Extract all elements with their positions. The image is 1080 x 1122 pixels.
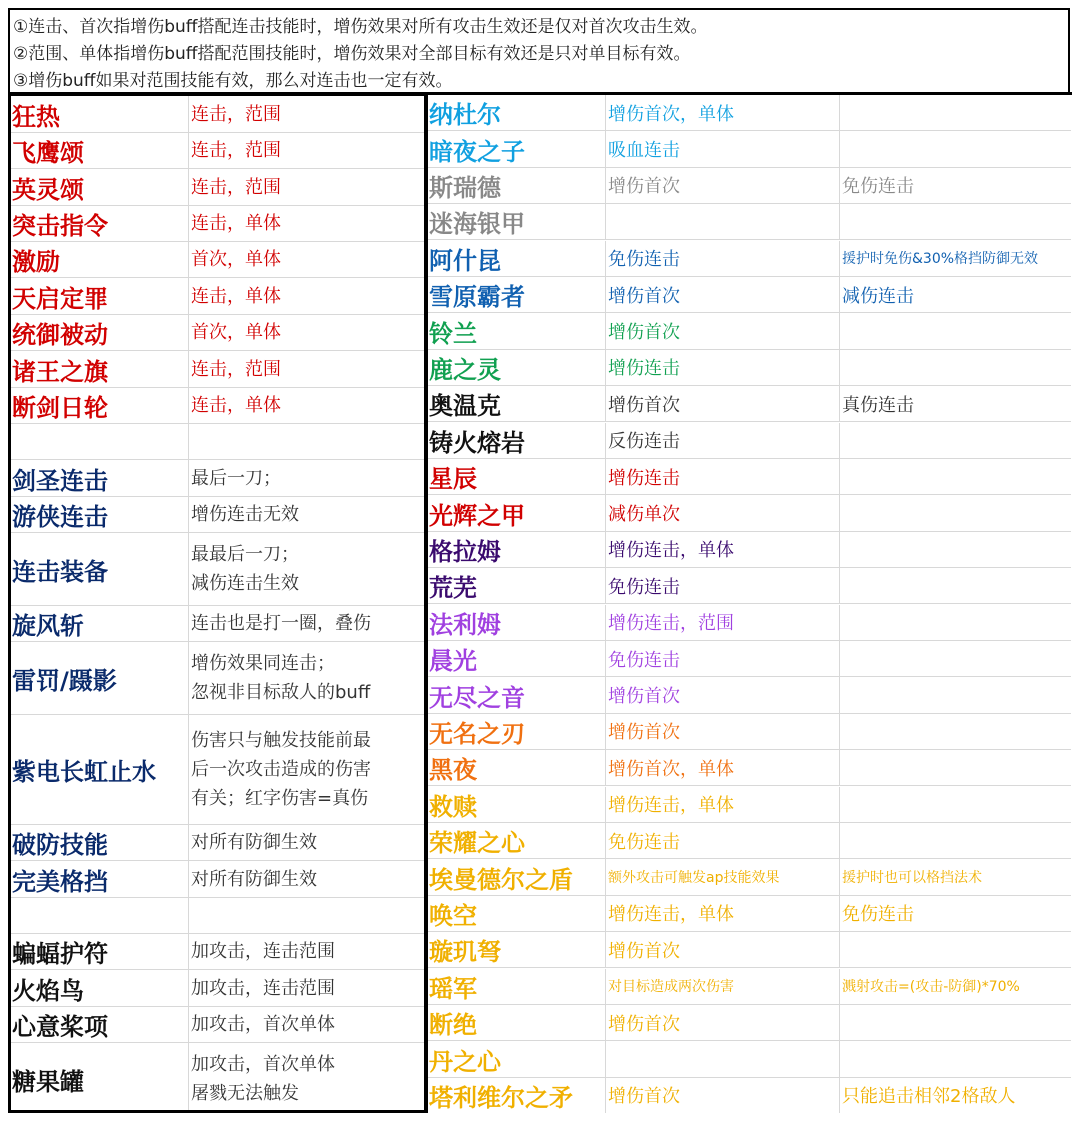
item-desc: [188, 970, 426, 1006]
item-desc: [188, 169, 426, 205]
item-effect: 增伤首次: [605, 313, 839, 348]
item-name: 无尽之音: [429, 683, 525, 712]
item-name: 璇玑弩: [429, 938, 501, 967]
desc-line: 加攻击，首次单体: [191, 1054, 335, 1075]
item-effect: 额外攻击可触发ap技能效果: [605, 859, 839, 894]
left-row: [11, 898, 426, 934]
item-name: 蝙蝠护符: [12, 940, 108, 968]
item-desc: [188, 898, 426, 933]
item-note: 只能追击相邻2格敌人: [839, 1078, 1071, 1113]
right-row: [428, 568, 1071, 604]
item-desc: [188, 133, 426, 168]
item-note: [839, 605, 1071, 640]
item-effect: 吸血连击: [605, 131, 839, 166]
right-row: [428, 350, 1071, 386]
item-name: 迷海银甲: [429, 210, 525, 239]
left-row: [11, 315, 426, 351]
right-row: [428, 677, 1071, 713]
item-name: 紫电长虹止水: [12, 758, 156, 786]
item-effect: 免伤连击: [605, 568, 839, 603]
item-desc: [188, 934, 426, 969]
right-row: [428, 641, 1071, 677]
desc-line: 对所有防御生效: [191, 832, 317, 853]
desc-line: 连击，单体: [191, 213, 281, 234]
desc-line: 增伤连击无效: [191, 504, 299, 525]
right-row: [428, 313, 1071, 349]
item-name: 游侠连击: [12, 503, 108, 531]
item-effect: 免伤连击: [605, 823, 839, 858]
item-effect: 增伤连击，单体: [605, 896, 839, 931]
left-row: [11, 606, 426, 642]
item-note: 援护时免伤&30%格挡防御无效: [839, 241, 1071, 276]
item-name: 斯瑞德: [429, 173, 501, 202]
item-name: 瑶军: [429, 974, 477, 1003]
item-name: 雷罚/蹑影: [12, 666, 117, 695]
item-note: [839, 1041, 1071, 1076]
item-name: 星辰: [429, 465, 477, 494]
item-effect: [605, 1041, 839, 1076]
desc-line: 连击，范围: [191, 176, 281, 198]
note-line-3: ③增伤buff如果对范围技能有效，那么对连击也一定有效。: [13, 71, 453, 91]
item-name: 狂热: [12, 102, 60, 131]
item-note: [839, 714, 1071, 749]
item-note: [839, 787, 1071, 822]
desc-line: 对所有防御生效: [191, 868, 317, 890]
left-row: [11, 242, 426, 278]
left-row: [11, 497, 426, 533]
left-row: [11, 351, 426, 388]
desc-line: 后一次攻击造成的伤害: [191, 759, 371, 780]
item-name: 断绝: [429, 1011, 477, 1040]
desc-line: 加攻击，连击范围: [191, 941, 335, 962]
right-row: [428, 1005, 1071, 1041]
item-desc: [188, 715, 426, 824]
desc-line: 有关；红字伤害=真伤: [191, 788, 369, 809]
item-desc: [188, 206, 426, 241]
item-desc: [188, 242, 426, 277]
desc-line: 连击，单体: [191, 395, 281, 416]
item-desc: [188, 1043, 426, 1113]
item-effect: 增伤首次: [605, 386, 839, 421]
item-effect: 增伤首次: [605, 168, 839, 203]
item-desc: [188, 533, 426, 605]
item-name: 纳杜尔: [429, 101, 501, 130]
item-name: 奥温克: [429, 392, 501, 421]
item-name: 统御被动: [12, 321, 108, 349]
item-name: 阿什昆: [429, 246, 501, 275]
right-row: [428, 532, 1071, 568]
item-name: 心意桨项: [12, 1013, 108, 1041]
desc-line: 连击，范围: [191, 140, 281, 161]
note-line-1: ①连击、首次指增伤buff搭配连击技能时，增伤效果对所有攻击生效还是仅对首次攻击生效。: [13, 17, 708, 37]
item-name: 断剑日轮: [12, 394, 108, 422]
desc-line: 连击，范围: [191, 103, 281, 125]
item-desc: [188, 315, 426, 350]
item-name: 暗夜之子: [429, 137, 525, 166]
item-desc: [188, 351, 426, 387]
right-row: [428, 1041, 1071, 1077]
desc-line: 首次，单体: [191, 249, 281, 270]
item-note: 溅射攻击=(攻击-防御)*70%: [839, 969, 1071, 1004]
desc-line: 连击，单体: [191, 285, 281, 307]
item-name: 格拉姆: [429, 537, 501, 566]
item-name: 糖果罐: [12, 1067, 84, 1096]
desc-line: 最后一刀；: [191, 467, 281, 489]
right-row: [428, 204, 1071, 240]
item-name: 雪原霸者: [429, 283, 525, 312]
left-row: [11, 388, 426, 424]
item-effect: 增伤首次: [605, 677, 839, 712]
left-row: [11, 169, 426, 206]
left-row: [11, 278, 426, 315]
left-table: [8, 93, 426, 1113]
item-effect: 增伤首次: [605, 932, 839, 967]
item-note: [839, 495, 1071, 530]
item-note: [839, 823, 1071, 858]
right-table: [428, 95, 1071, 1113]
item-note: [839, 750, 1071, 785]
table-bottom-border: [8, 1110, 428, 1113]
note-line-2: ②范围、单体指增伤buff搭配范围技能时，增伤效果对全部目标有效还是只对单目标有效。: [13, 44, 691, 64]
desc-line: 连击，范围: [191, 358, 281, 380]
item-note: 真伤连击: [839, 386, 1071, 421]
item-effect: 增伤连击，单体: [605, 532, 839, 567]
right-row: [428, 168, 1071, 204]
item-name: 晨光: [429, 647, 477, 676]
item-note: [839, 532, 1071, 567]
left-row: [11, 133, 426, 169]
item-note: [839, 313, 1071, 348]
right-row: [428, 386, 1071, 422]
item-effect: 增伤连击，单体: [605, 787, 839, 822]
desc-line: 连击也是打一圈，叠伤: [191, 613, 371, 634]
item-note: [839, 641, 1071, 676]
left-row: [11, 460, 426, 497]
item-note: [839, 350, 1071, 385]
left-row: [11, 533, 426, 606]
right-row: [428, 131, 1071, 167]
left-row: [11, 715, 426, 825]
right-row: [428, 823, 1071, 859]
item-note: [839, 677, 1071, 712]
desc-line: 减伤连击生效: [191, 573, 299, 594]
item-name: 破防技能: [12, 831, 108, 859]
right-row: [428, 277, 1071, 313]
desc-line: 增伤效果同连击；: [191, 653, 335, 674]
item-effect: 增伤首次: [605, 277, 839, 312]
item-note: [839, 932, 1071, 967]
item-name: 激励: [12, 248, 60, 276]
right-row: [428, 495, 1071, 531]
left-row: [11, 1007, 426, 1043]
item-name: 塔利维尔之矛: [429, 1083, 573, 1112]
item-name: 火焰鸟: [12, 976, 84, 1005]
item-name: 鹿之灵: [429, 355, 501, 384]
right-row: [428, 423, 1071, 459]
item-name: 剑圣连击: [12, 466, 108, 495]
right-row: [428, 459, 1071, 495]
item-name: 铃兰: [429, 319, 477, 348]
item-effect: 增伤首次，单体: [605, 95, 839, 130]
left-row: [11, 424, 426, 460]
item-desc: [188, 278, 426, 314]
item-name: 突击指令: [12, 212, 108, 240]
right-row: [428, 896, 1071, 932]
right-row: [428, 750, 1071, 786]
right-row: [428, 605, 1071, 641]
item-effect: 增伤首次: [605, 714, 839, 749]
item-desc: [188, 96, 426, 132]
right-row: [428, 95, 1071, 131]
item-effect: 免伤连击: [605, 241, 839, 276]
item-effect: 反伤连击: [605, 423, 839, 458]
item-name: 诸王之旗: [12, 357, 108, 386]
item-name: 铸火熔岩: [429, 428, 525, 457]
left-row: [11, 206, 426, 242]
right-row: [428, 241, 1071, 277]
item-name: 光辉之甲: [429, 501, 525, 530]
right-row: [428, 859, 1071, 895]
item-note: 免伤连击: [839, 896, 1071, 931]
left-row: [11, 934, 426, 970]
item-desc: [188, 642, 426, 714]
item-effect: 增伤首次: [605, 1078, 839, 1113]
item-name: 丹之心: [429, 1047, 501, 1076]
item-desc: [188, 388, 426, 423]
left-row: [11, 642, 426, 715]
desc-line: 伤害只与触发技能前最: [191, 730, 371, 751]
item-name: 荣耀之心: [429, 829, 525, 858]
item-name: 无名之刃: [429, 719, 525, 748]
right-row: [428, 969, 1071, 1005]
desc-line: 忽视非目标敌人的buff: [191, 682, 371, 703]
item-note: [839, 423, 1071, 458]
item-effect: 免伤连击: [605, 641, 839, 676]
item-desc: [188, 861, 426, 897]
item-name: 旋风斩: [12, 612, 84, 640]
desc-line: 最最后一刀；: [191, 544, 299, 565]
left-row: [11, 970, 426, 1007]
item-name: 连击装备: [12, 557, 108, 586]
item-desc: [188, 1007, 426, 1042]
desc-line: 加攻击，首次单体: [191, 1014, 335, 1035]
item-desc: [188, 460, 426, 496]
item-effect: 增伤连击: [605, 459, 839, 494]
item-effect: 对目标造成两次伤害: [605, 969, 839, 1004]
desc-line: 加攻击，连击范围: [191, 977, 335, 999]
item-effect: 增伤首次: [605, 1005, 839, 1040]
item-effect: 增伤首次，单体: [605, 750, 839, 785]
left-row: [11, 1043, 426, 1113]
item-name: 唤空: [429, 901, 477, 930]
item-desc: [188, 606, 426, 641]
item-effect: 增伤连击，范围: [605, 605, 839, 640]
item-desc: [188, 424, 426, 459]
right-row: [428, 932, 1071, 968]
item-name: 埃曼德尔之盾: [429, 865, 573, 894]
item-name: 飞鹰颂: [12, 139, 84, 167]
right-row: [428, 1078, 1071, 1113]
item-note: [839, 95, 1071, 130]
item-name: 黑夜: [429, 756, 477, 785]
item-desc: [188, 497, 426, 532]
item-note: 减伤连击: [839, 277, 1071, 312]
left-row: [11, 825, 426, 861]
item-effect: 增伤连击: [605, 350, 839, 385]
item-effect: [605, 204, 839, 239]
item-note: 免伤连击: [839, 168, 1071, 203]
item-desc: [188, 825, 426, 860]
item-name: 天启定罪: [12, 284, 108, 313]
right-row: [428, 714, 1071, 750]
item-name: 完美格挡: [12, 867, 108, 896]
item-note: [839, 131, 1071, 166]
left-row: [11, 861, 426, 898]
item-note: [839, 459, 1071, 494]
left-row: [11, 96, 426, 133]
item-note: 援护时也可以格挡法术: [839, 859, 1071, 894]
item-name: 荒芜: [429, 574, 477, 603]
item-note: [839, 568, 1071, 603]
item-name: 法利姆: [429, 610, 501, 639]
item-effect: 减伤单次: [605, 495, 839, 530]
item-name: 英灵颂: [12, 175, 84, 204]
desc-line: 屠戮无法触发: [191, 1083, 299, 1104]
desc-line: 首次，单体: [191, 322, 281, 343]
item-name: 救赎: [429, 792, 477, 821]
notes-box: [8, 8, 1070, 94]
item-note: [839, 204, 1071, 239]
item-note: [839, 1005, 1071, 1040]
right-row: [428, 787, 1071, 823]
